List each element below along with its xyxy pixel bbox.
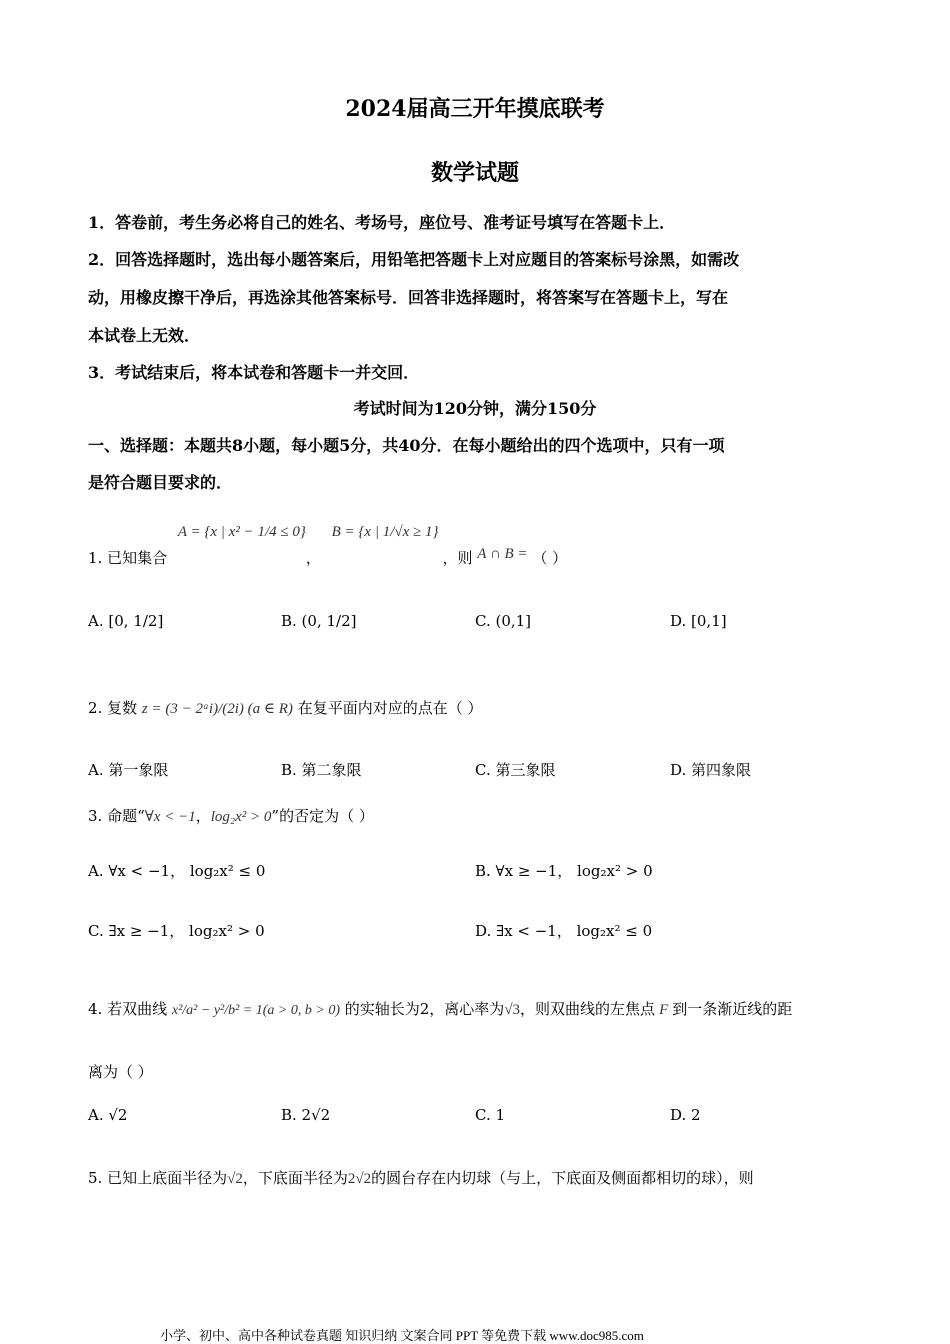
q3-comma: ， bbox=[195, 807, 211, 825]
page-footer: 小学、初中、高中各种试卷真题 知识归纳 文案合同 PPT 等免费下载 www.doc985.com bbox=[160, 1328, 644, 1343]
q3-prefix: 3. 命题“ bbox=[88, 807, 145, 825]
q5-prefix: 5. 已知上底面半径为 bbox=[88, 1169, 228, 1187]
exam-title: 2024届高三开年摸底联考 bbox=[345, 96, 605, 122]
q4-suffix: ，则双曲线的左焦点 bbox=[520, 1000, 656, 1018]
q3-option-b[interactable]: B. ∀x ≥ −1， log₂x² > 0 bbox=[475, 862, 653, 880]
section1-heading-line2: 是符合题目要求的． bbox=[88, 473, 233, 492]
q1-expr: A ∩ B = bbox=[477, 546, 528, 562]
q5-r2: 2√2 bbox=[347, 1171, 372, 1187]
q4-prefix: 4. 若双曲线 bbox=[88, 1000, 168, 1018]
q4-option-a[interactable]: A. √2 bbox=[88, 1106, 128, 1124]
q5-r1: √2 bbox=[227, 1171, 243, 1187]
q1-suffix: ，则 bbox=[442, 549, 473, 567]
q1-option-c[interactable]: C. (0,1] bbox=[475, 612, 532, 630]
q5-suffix: 的圆台存在内切球（与上，下底面及侧面都相切的球），则 bbox=[371, 1169, 754, 1187]
q4-option-b[interactable]: B. 2√2 bbox=[281, 1106, 331, 1124]
q1-prefix: 1. 已知集合 bbox=[88, 549, 168, 567]
q4-focus: F bbox=[659, 1002, 669, 1018]
question-1 bbox=[88, 520, 568, 567]
q5-mid: ，下底面半径为 bbox=[242, 1169, 348, 1187]
q2-prefix: 2. 复数 bbox=[88, 699, 138, 717]
q2-option-d[interactable]: D. 第四象限 bbox=[670, 761, 752, 779]
q3-option-d[interactable]: D. ∃x < −1， log₂x² ≤ 0 bbox=[475, 922, 653, 940]
exam-time: 考试时间为120分钟，满分150分 bbox=[353, 399, 597, 418]
q4-option-c[interactable]: C. 1 bbox=[475, 1106, 506, 1124]
q3-expr2: log₂x² > 0 bbox=[210, 809, 272, 825]
instruction-2-line1: 2．回答选择题时，选出每小题答案后，用铅笔把答题卡上对应题目的答案标号涂黑，如需改 bbox=[88, 250, 740, 269]
q1-option-b[interactable]: B. (0, 1/2] bbox=[281, 612, 357, 630]
q2-option-a[interactable]: A. 第一象限 bbox=[88, 761, 169, 779]
question-4 bbox=[88, 998, 792, 1019]
q1-sep: ， bbox=[305, 549, 321, 567]
q3-expr1: ∀x < −1 bbox=[144, 809, 196, 825]
q4-expr: x²/a² − y²/b² = 1(a > 0, b > 0) bbox=[171, 1003, 340, 1018]
question-3 bbox=[88, 805, 374, 826]
q4-mid: 的实轴长为2，离心率为 bbox=[344, 1000, 505, 1018]
q2-option-c[interactable]: C. 第三象限 bbox=[475, 761, 556, 779]
q2-expr: z = (3 − 2ᵃi)/(2i) (a ∈ R) bbox=[141, 701, 293, 717]
q4-option-d[interactable]: D. 2 bbox=[670, 1106, 701, 1124]
q4-ecc: √3 bbox=[504, 1002, 521, 1018]
q1-paren: （ ） bbox=[532, 549, 568, 567]
instruction-2-line3: 本试卷上无效． bbox=[88, 326, 201, 345]
instruction-3: 3．考试结束后，将本试卷和答题卡一并交回． bbox=[88, 363, 420, 382]
q3-suffix: ”的否定为（ ） bbox=[271, 807, 374, 825]
q4-line2: 离为（ ） bbox=[88, 1063, 153, 1081]
q3-option-a[interactable]: A. ∀x < −1， log₂x² ≤ 0 bbox=[88, 862, 266, 880]
q1-set-b: B = {x | 1/√x ≥ 1} bbox=[331, 524, 439, 540]
q1-option-d[interactable]: D. [0,1] bbox=[670, 612, 727, 630]
q1-set-a: A = {x | x² − 1/4 ≤ 0} bbox=[177, 524, 306, 540]
section1-heading-line1: 一、选择题：本题共8小题，每小题5分，共40分．在每小题给出的四个选项中，只有一项 bbox=[88, 436, 725, 455]
q3-option-c[interactable]: C. ∃x ≥ −1， log₂x² > 0 bbox=[88, 922, 265, 940]
question-2 bbox=[88, 697, 483, 718]
q2-option-b[interactable]: B. 第二象限 bbox=[281, 761, 362, 779]
question-5 bbox=[88, 1167, 754, 1188]
q4-suffix2: 到一条渐近线的距 bbox=[672, 1000, 793, 1018]
instruction-2-line2: 动，用橡皮擦干净后，再选涂其他答案标号．回答非选择题时，将答案写在答题卡上，写在 bbox=[88, 288, 729, 307]
exam-subtitle: 数学试题 bbox=[430, 160, 519, 186]
q2-suffix: 在复平面内对应的点在（ ） bbox=[297, 699, 483, 717]
instruction-1: 1．答卷前，考生务必将自己的姓名、考场号，座位号、准考证号填写在答题卡上． bbox=[88, 213, 676, 232]
q1-option-a[interactable]: A. [0, 1/2] bbox=[88, 612, 164, 630]
